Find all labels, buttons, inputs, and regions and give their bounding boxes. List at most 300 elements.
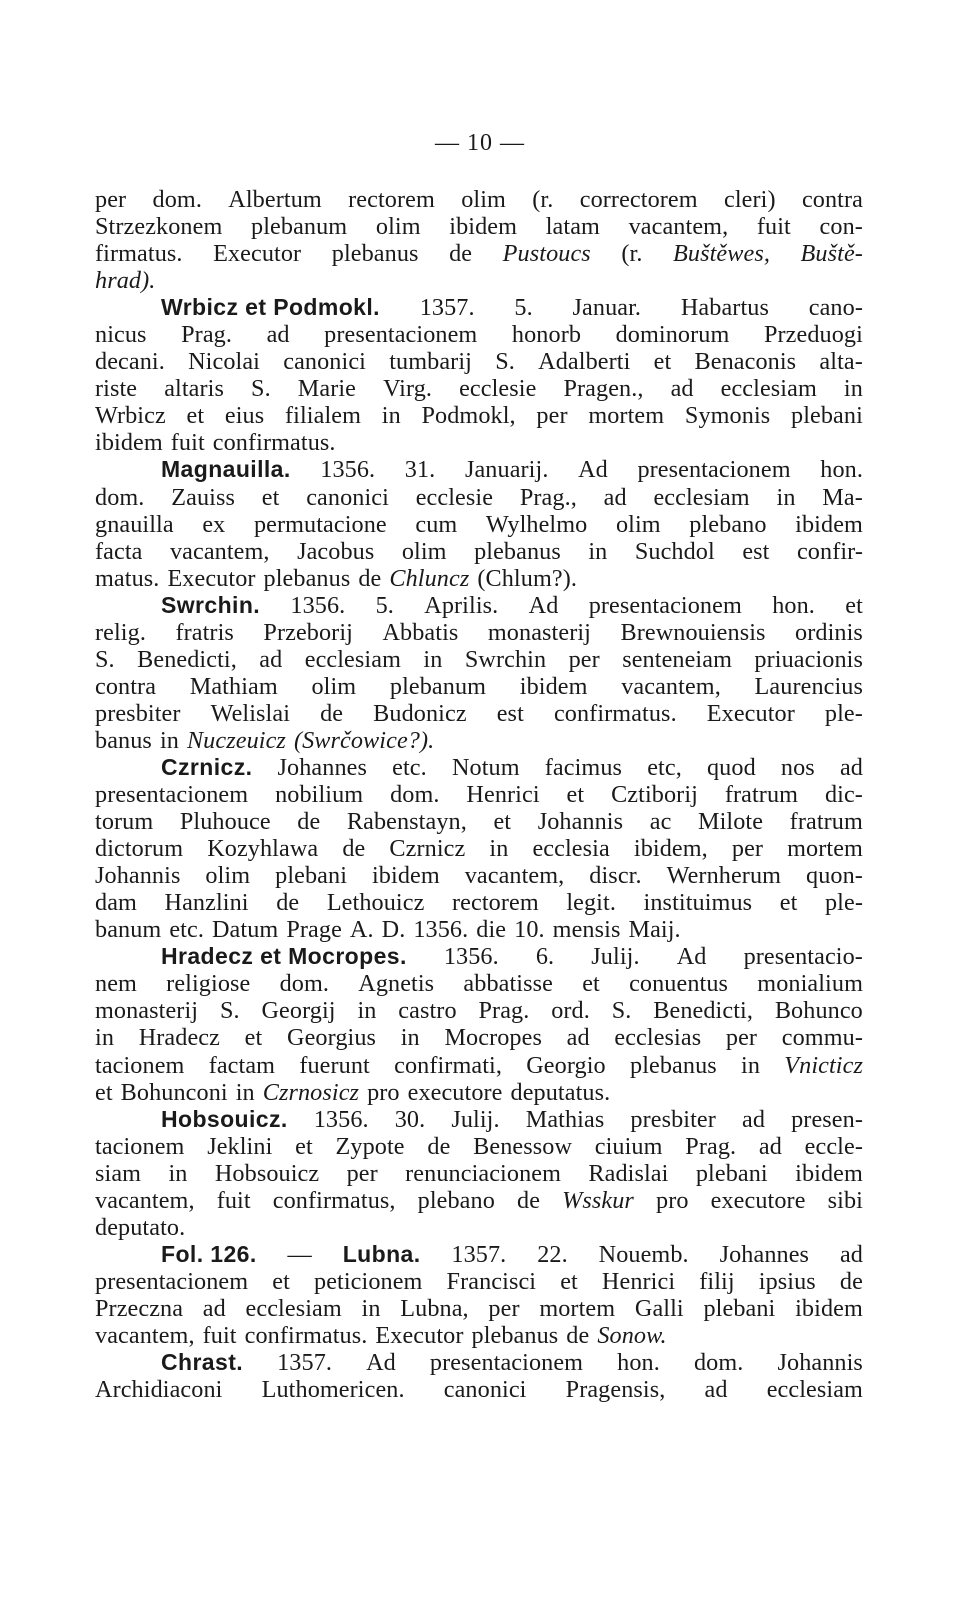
text-line [95, 1349, 863, 1376]
word: senteneiam [622, 645, 732, 673]
word: est [742, 537, 770, 565]
word: matus. [95, 564, 160, 592]
word: dictorum [95, 835, 184, 863]
word: relig. [95, 618, 146, 646]
word: cum [415, 510, 458, 538]
word: — [287, 1240, 312, 1268]
word: Georgio [526, 1051, 606, 1079]
word: Prage [286, 916, 342, 944]
word: olim [615, 510, 661, 538]
word: Pluhouce [179, 808, 271, 836]
word: plebanus [630, 1051, 717, 1079]
word: ac [649, 808, 672, 836]
word: Prag. [478, 997, 530, 1025]
word: plebano [417, 1186, 495, 1214]
word: dic- [824, 781, 863, 809]
word: de [839, 1267, 863, 1295]
text-line [95, 646, 863, 673]
word: firmatus. [95, 240, 183, 268]
word: Laurencius [754, 672, 863, 700]
word: plebanum [389, 672, 487, 700]
word: (r. [532, 186, 554, 213]
word: fuit [216, 1186, 251, 1214]
word: renunciacionem [405, 1159, 562, 1187]
word: ple- [824, 889, 863, 917]
text-line [95, 1187, 863, 1214]
word: Hobsouicz [214, 1159, 320, 1187]
word: ecclesie [459, 375, 537, 403]
word: Welislai [210, 699, 291, 727]
word: in [489, 835, 509, 863]
word: ipsius [758, 1267, 816, 1295]
word: olim [401, 537, 447, 565]
word: Executor [167, 564, 256, 592]
word: S. [95, 645, 115, 673]
word: S. [495, 348, 515, 376]
word: (Chlum?). [477, 564, 577, 592]
word: presen- [791, 1105, 863, 1133]
word: Galli [634, 1294, 684, 1322]
word: Agnetis [358, 970, 435, 998]
word: ecclesiam [766, 1376, 863, 1404]
word: Pragen., [563, 375, 644, 403]
word: Brewnouiensis [620, 618, 766, 646]
word: commu- [781, 1024, 863, 1052]
word: ad [603, 483, 627, 511]
word: et [566, 781, 585, 809]
word: fuerunt [299, 1051, 370, 1079]
word: Symonis [684, 402, 771, 430]
word: Ad [366, 1349, 396, 1377]
word: Prag. [685, 1132, 737, 1160]
word: Bohunconi [120, 1078, 228, 1106]
word: in [381, 402, 401, 430]
word: Przeborij [263, 618, 353, 646]
word: de [517, 1186, 541, 1214]
text-line [95, 1241, 863, 1268]
text-line [95, 240, 863, 267]
word: riste [95, 375, 138, 403]
text-line [95, 1160, 863, 1187]
word: executore [407, 1078, 503, 1106]
word: presentacionem [588, 591, 742, 619]
word: in [588, 537, 608, 565]
word: ecclesiam [720, 375, 817, 403]
entry-heading: Hobsouicz. [161, 1105, 288, 1132]
word: monasterij [487, 618, 591, 646]
word: abbatisse [463, 970, 553, 998]
word: presentacionem [95, 781, 249, 809]
word: ad [259, 645, 283, 673]
word: de [342, 835, 366, 863]
word: in [400, 1024, 420, 1052]
word: et [261, 483, 280, 511]
word: Nouemb. [598, 1240, 689, 1268]
word: fratrum [789, 808, 863, 836]
word: Johannes [719, 1240, 810, 1268]
text-line [95, 1295, 863, 1322]
word: correctorem [579, 186, 698, 213]
text-line [95, 402, 863, 429]
word: Marie [297, 375, 357, 403]
word: quod [706, 753, 756, 781]
text-line [95, 1024, 863, 1051]
word: 1356. [413, 916, 469, 944]
word: facimus [544, 753, 623, 781]
word: Zauiss [171, 483, 235, 511]
word: Executor [375, 1321, 464, 1349]
word: discr. [589, 862, 642, 890]
word: ad [566, 1024, 590, 1052]
word: nem [95, 970, 137, 998]
word: ad [670, 375, 694, 403]
word: ad [266, 321, 290, 349]
word: hon. [820, 456, 863, 484]
italic-word: Nuczeuicz [186, 726, 286, 754]
word: plebano [689, 510, 767, 538]
word: Francisci [446, 1267, 537, 1295]
word: ecclesie [415, 483, 494, 511]
word: contra [801, 186, 863, 213]
word: Johannis [95, 862, 181, 890]
word: fratrum [724, 781, 799, 809]
word: confirmatus. [553, 699, 677, 727]
text-line [95, 565, 863, 592]
italic-word: Buště- [800, 240, 863, 268]
word: 1357. [451, 1240, 507, 1268]
word: etc, [647, 753, 682, 781]
word: latam [545, 213, 600, 241]
word: permutacione [253, 510, 387, 538]
word: ord. [551, 997, 590, 1025]
text-line [95, 916, 863, 943]
word: olim [311, 672, 357, 700]
word: executore [710, 1186, 806, 1214]
word: de [297, 808, 321, 836]
word: per [95, 186, 127, 213]
word: vacantem, [95, 1321, 195, 1349]
word: presentacionem [637, 456, 791, 484]
text-line [95, 456, 863, 483]
word: plebani [703, 1294, 776, 1322]
word: Mathias [525, 1105, 605, 1133]
word: quon- [806, 862, 863, 890]
word: Januarij. [464, 456, 549, 484]
word: de [427, 1132, 451, 1160]
word: plebani [275, 862, 348, 890]
word: siam [95, 1159, 142, 1187]
word: Georgius [287, 1024, 377, 1052]
word: honorb [511, 321, 582, 349]
word: plebanus [474, 537, 561, 565]
word: Luthomericen. [261, 1376, 405, 1404]
word: nos [780, 753, 815, 781]
text-line [95, 429, 863, 456]
word: ad [839, 1240, 863, 1268]
word: monasterij [95, 997, 199, 1025]
italic-word: Chluncz [389, 564, 470, 592]
word: de [449, 240, 473, 268]
word: Maij. [628, 916, 681, 944]
word: 10. [514, 916, 545, 944]
entry-heading: Chrast. [161, 1349, 244, 1376]
word: Suchdol [634, 537, 715, 565]
word: rectorem [348, 186, 435, 213]
text-line [95, 1133, 863, 1160]
word: per [568, 645, 600, 673]
word: fuit [170, 429, 205, 457]
entry-heading: Czrnicz. [161, 753, 253, 780]
word: confirmati, [394, 1051, 502, 1079]
word: eius [224, 402, 265, 430]
word: ciuium [594, 1132, 663, 1160]
word: Johannis [777, 1349, 863, 1377]
word: in [776, 483, 796, 511]
word: in [159, 726, 179, 754]
word: die [476, 916, 507, 944]
word: ibidem [795, 510, 863, 538]
word: Aprilis. [424, 591, 499, 619]
word: Budonicz [373, 699, 467, 727]
word: Datum [211, 916, 279, 944]
text-line [95, 186, 863, 213]
text-line [95, 727, 863, 754]
word: presentacio- [743, 943, 863, 971]
text-line [95, 1268, 863, 1295]
word: in [423, 645, 443, 673]
word: de [566, 1321, 590, 1349]
word: pro [656, 1186, 689, 1214]
word: 1357. [419, 294, 475, 322]
italic-word: Pustoucs [502, 240, 591, 268]
word: Prag., [519, 483, 577, 511]
text-line [95, 619, 863, 646]
word: 1357. [277, 1349, 333, 1377]
word: in [95, 1024, 115, 1052]
word: torum [95, 808, 154, 836]
word: Przeczna [95, 1294, 184, 1322]
word: fuit [202, 1321, 237, 1349]
word: Czrnicz [389, 835, 466, 863]
word: vacantem, [169, 537, 270, 565]
word: fuit [756, 213, 791, 241]
word: filij [699, 1267, 735, 1295]
word: et [560, 1267, 578, 1295]
word: Executor [213, 240, 302, 268]
word: castro [398, 997, 457, 1025]
word: 30. [394, 1105, 426, 1133]
word: vacantem, [95, 1186, 195, 1214]
italic-word: Wsskur [562, 1186, 634, 1214]
word: Hradecz [138, 1024, 220, 1052]
text-line [95, 673, 863, 700]
word: dom. [152, 186, 202, 213]
word: Benedicti, [653, 997, 753, 1025]
text-line [95, 862, 863, 889]
word: Executor [706, 699, 795, 727]
text-line [95, 1376, 863, 1403]
word: Georgij [261, 997, 336, 1025]
word: mortem [539, 1294, 616, 1322]
word: Wrbicz [95, 402, 166, 430]
word: hon. [772, 591, 815, 619]
word: in [357, 997, 377, 1025]
word: ibidem [795, 1159, 863, 1187]
word: Julij. [451, 1105, 500, 1133]
word: sibi [827, 1186, 863, 1214]
word: Januar. [572, 294, 642, 322]
word: D. [381, 916, 406, 944]
word: presentacionem [324, 321, 478, 349]
word: contra [95, 672, 157, 700]
text-line [95, 970, 863, 997]
word: priuacionis [754, 645, 863, 673]
word: deputato. [95, 1213, 186, 1241]
word: Radislai [588, 1159, 669, 1187]
word: instituimus [643, 889, 753, 917]
body-text [95, 186, 863, 1403]
word: et [653, 348, 672, 376]
word: presentacionem [95, 1267, 249, 1295]
entry-heading: Hradecz et Mocropes. [161, 943, 407, 970]
text-line [95, 700, 863, 727]
word: canonici [283, 348, 366, 376]
word: Cztiborij [611, 781, 698, 809]
word: Bohunco [774, 997, 863, 1025]
word: ibidem [449, 213, 518, 241]
entry-heading: Magnauilla. [161, 456, 291, 483]
word: Strzezkonem [95, 213, 223, 241]
word: per [536, 402, 568, 430]
word: monialium [757, 970, 863, 998]
word: et [295, 1132, 313, 1160]
word: Johannes [277, 753, 368, 781]
word: S. [219, 997, 240, 1025]
word: ad [758, 1132, 782, 1160]
text-line [95, 1214, 863, 1241]
word: tacionem [95, 1051, 185, 1079]
italic-word: hrad). [95, 267, 156, 295]
word: fratris [175, 618, 234, 646]
word: 1356. [443, 943, 499, 971]
word: mortem [588, 402, 665, 430]
word: presentacionem [429, 1349, 584, 1377]
word: ple- [824, 699, 863, 727]
word: in [235, 1078, 255, 1106]
word: Mathiam [189, 672, 278, 700]
word: Ad [528, 591, 559, 619]
text-line [95, 213, 863, 240]
word: Wylhelmo [485, 510, 588, 538]
word: olim [375, 213, 421, 241]
word: plebanus [263, 564, 351, 592]
word: in [843, 375, 863, 403]
word: Rabenstayn, [346, 808, 467, 836]
word: dominorum [615, 321, 730, 349]
word: ad [839, 753, 863, 781]
word: Lubna, [400, 1294, 469, 1322]
word: dam [95, 889, 137, 917]
word: tumbarij [389, 348, 472, 376]
text-line [95, 889, 863, 916]
word: Henrici [601, 1267, 676, 1295]
word: Benessow [473, 1132, 573, 1160]
word: Benedicti, [137, 645, 237, 673]
word: per [488, 1294, 520, 1322]
word: Albertum [228, 186, 322, 213]
word: tacionem [95, 1132, 185, 1160]
word: in [168, 1159, 188, 1187]
word: est [496, 699, 524, 727]
word: in [741, 1051, 761, 1079]
text-line [95, 1106, 863, 1133]
word: ecclesiam [304, 645, 401, 673]
word: plebani [791, 402, 863, 430]
word: etc. [392, 753, 427, 781]
word: confirmatus. [244, 1321, 368, 1349]
entry-heading: Swrchin. [161, 591, 261, 618]
word: nicus [95, 321, 147, 349]
word: plebani [695, 1159, 768, 1187]
word: de [276, 889, 300, 917]
word: eccle- [804, 1132, 863, 1160]
word: cano- [808, 294, 863, 322]
word: presbiter [95, 699, 181, 727]
text-line [95, 808, 863, 835]
word: 5. [375, 591, 394, 619]
text-line [95, 1079, 863, 1106]
word: Benaconis [694, 348, 797, 376]
word: Kozyhlawa [207, 835, 319, 863]
word: Lethouicz [326, 889, 425, 917]
italic-word: Vnicticz [784, 1051, 863, 1079]
word: et [582, 970, 600, 998]
word: per [731, 835, 764, 863]
word: per [346, 1159, 378, 1187]
word: cleri) [724, 186, 776, 213]
word: dom. [95, 483, 145, 511]
text-line [95, 267, 863, 294]
italic-word: Sonow. [597, 1321, 667, 1349]
text-line [95, 294, 863, 321]
word: gnauilla [95, 510, 174, 538]
word: ibidem [371, 862, 440, 890]
word: altaris [164, 375, 224, 403]
word: Habartus [680, 294, 769, 322]
word: ex [202, 510, 226, 538]
word: ecclesiam [653, 483, 750, 511]
word: dom. [279, 970, 330, 998]
word: nobilium [275, 781, 364, 809]
italic-word: Czrnosicz [262, 1078, 360, 1106]
text-line [95, 375, 863, 402]
word: plebanus [471, 1321, 559, 1349]
word: et [779, 889, 798, 917]
word: hon. [617, 1349, 660, 1377]
word: legit. [566, 889, 616, 917]
word: ad [202, 1294, 226, 1322]
word: pro [367, 1078, 400, 1106]
word: plebanum [251, 213, 348, 241]
word: et [493, 808, 512, 836]
word: 1356. [290, 591, 346, 619]
text-line [95, 1052, 863, 1079]
word: facta [95, 537, 143, 565]
word: mortem [787, 835, 863, 863]
text-line [95, 321, 863, 348]
word: Prag. [181, 321, 233, 349]
word: Henrici [466, 781, 540, 809]
